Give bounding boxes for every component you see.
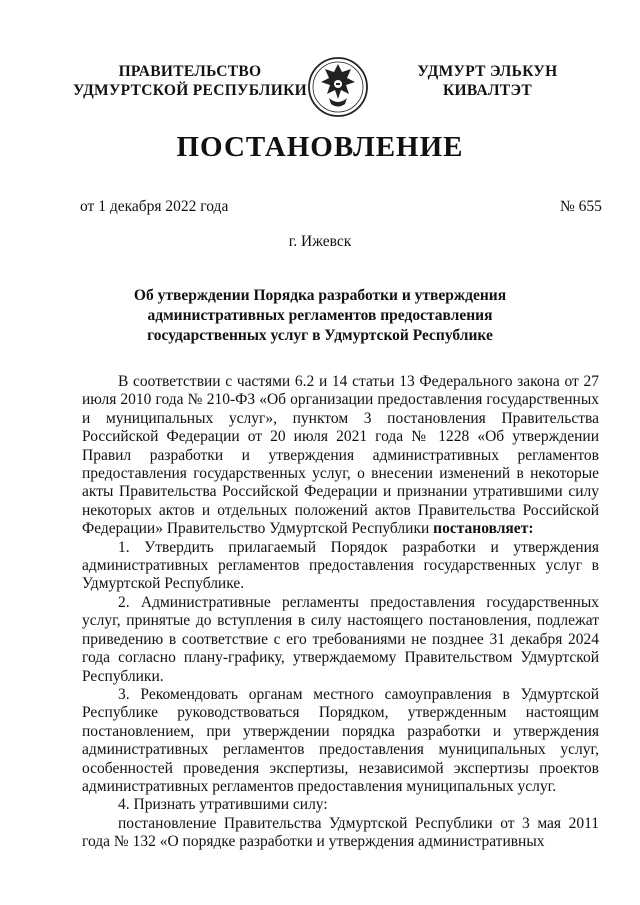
document-city: г. Ижевск	[288, 233, 352, 250]
header-right-line1: УДМУРТ ЭЛЬКУН	[417, 63, 558, 80]
preamble-paragraph	[82, 373, 599, 539]
document-title: ПОСТАНОВЛЕНИЕ	[176, 131, 464, 163]
item-4-sub-paragraph: постановление Правительства Удмуртской Республики от 3 мая 2011 года № 132 «О порядке разработки и утверждения административных	[82, 814, 599, 851]
coat-of-arms-icon	[307, 54, 369, 120]
item-2-paragraph: 2. Административные регламенты предоставления государственных услуг, принятые до вступления в силу настоящего постановления, подлежат приведению в соответствие с его требованиями не позднее 31 декабря 2024 года согласно плану-графику, утверждаемому Правительством Удмуртской Республики.	[82, 593, 599, 685]
subject-line1: Об утверждении Порядка разработки и утверждения	[133, 287, 507, 304]
item-1-paragraph: 1. Утвердить прилагаемый Порядок разработки и утверждения административных регламентов предоставления государственных услуг в Удмуртской Республике.	[82, 538, 599, 593]
subject-line3: государственных услуг в Удмуртской Республике	[147, 327, 493, 344]
decree-word: постановляет	[433, 520, 529, 538]
document-subject	[100, 286, 540, 346]
item-3-paragraph: 3. Рекомендовать органам местного самоуправления в Удмуртской Республике руководствоваться Порядком, утвержденным настоящим постановлением, при утверждении порядка разработки и утверждения административных регламентов предоставления муниципальных услуг, особенностей проведения экспертизы, независимой экспертизы проектов административных регламентов предоставления муниципальных услуг.	[82, 685, 599, 795]
subject-line2: административных регламентов предоставления	[147, 307, 493, 324]
document-body	[82, 373, 599, 852]
header-left-line1: ПРАВИТЕЛЬСТВО	[118, 63, 262, 80]
item-4-paragraph: 4. Признать утратившими силу:	[118, 796, 328, 814]
header-right-org	[400, 62, 575, 100]
preamble-text: В соответствии с частями 6.2 и 14 статьи 13 Федерального закона от 27 июля 2010 года № 210-ФЗ «Об организации предоставления государственных и муниципальных услуг», пунктом 3 постановления Правительства Российской Федерации от 20 июля 2021 года № 1228 «Об утверждении Правил разработки и утверждения административных регламентов предоставления государственных услуг, о внесении изменений в некоторые акты Правительства Российской Федерации и признании утратившими силу некоторых актов и отдельных положений актов Правительства Российской Федерации» Правительство Удмуртской Республики	[82, 373, 599, 538]
decree-colon: :	[528, 520, 534, 538]
header-left-org	[70, 62, 310, 100]
header-left-line2: УДМУРТСКОЙ РЕСПУБЛИКИ	[72, 82, 307, 99]
header-right-line2: КИВАЛТЭТ	[443, 82, 532, 99]
document-date: от 1 декабря 2022 года	[80, 198, 229, 215]
document-number: № 655	[560, 198, 602, 215]
